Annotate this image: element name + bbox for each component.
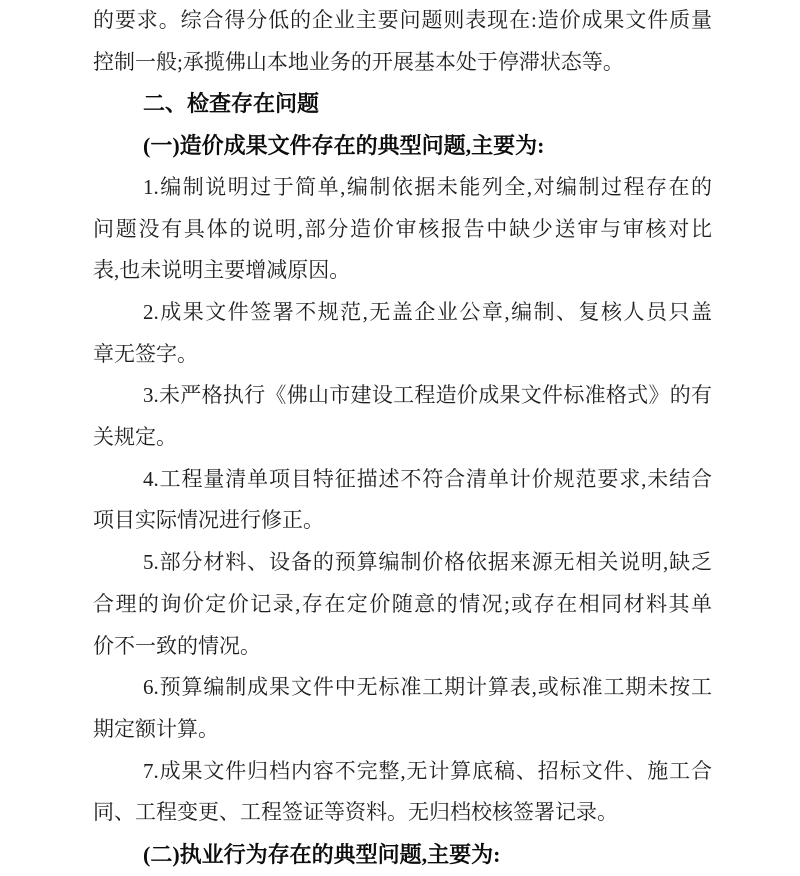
text-line: 关规定。 <box>93 425 177 450</box>
text-line: 章无签字。 <box>93 341 198 366</box>
text-line: 5.部分材料、设备的预算编制价格依据来源无相关说明,缺乏 <box>143 550 712 575</box>
text-line: 的要求。综合得分低的企业主要问题则表现在:造价成果文件质量 <box>93 8 712 32</box>
text-line: 期定额计算。 <box>93 716 219 741</box>
text-line: 7.成果文件归档内容不完整,无计算底稿、招标文件、施工合 <box>143 758 712 783</box>
text-line: 项目实际情况进行修正。 <box>93 508 324 533</box>
document-content <box>93 0 712 876</box>
text-line: 同、工程变更、工程签证等资料。无归档校核签署记录。 <box>93 800 618 825</box>
text-line: 6.预算编制成果文件中无标准工期计算表,或标准工期未按工 <box>143 675 712 700</box>
text-line: 问题没有具体的说明,部分造价审核报告中缺少送审与审核对比 <box>93 216 712 241</box>
text-line: 价不一致的情况。 <box>93 633 261 658</box>
text-line: (二)执业行为存在的典型问题,主要为: <box>143 842 501 868</box>
text-line: 1.编制说明过于简单,编制依据未能列全,对编制过程存在的 <box>143 174 712 199</box>
text-line: 3.未严格执行《佛山市建设工程造价成果文件标准格式》的有 <box>143 383 712 408</box>
text-line: 2.成果文件签署不规范,无盖企业公章,编制、复核人员只盖 <box>143 299 712 324</box>
text-line: 表,也未说明主要增减原因。 <box>93 258 351 283</box>
text-line: 控制一般;承揽佛山本地业务的开展基本处于停滞状态等。 <box>93 49 624 74</box>
text-line: (一)造价成果文件存在的典型问题,主要为: <box>143 133 545 159</box>
text-line: 合理的询价定价记录,存在定价随意的情况;或存在相同材料其单 <box>93 591 712 616</box>
text-line: 4.工程量清单项目特征描述不符合清单计价规范要求,未结合 <box>143 466 712 491</box>
text-line: 二、检查存在问题 <box>143 91 320 117</box>
